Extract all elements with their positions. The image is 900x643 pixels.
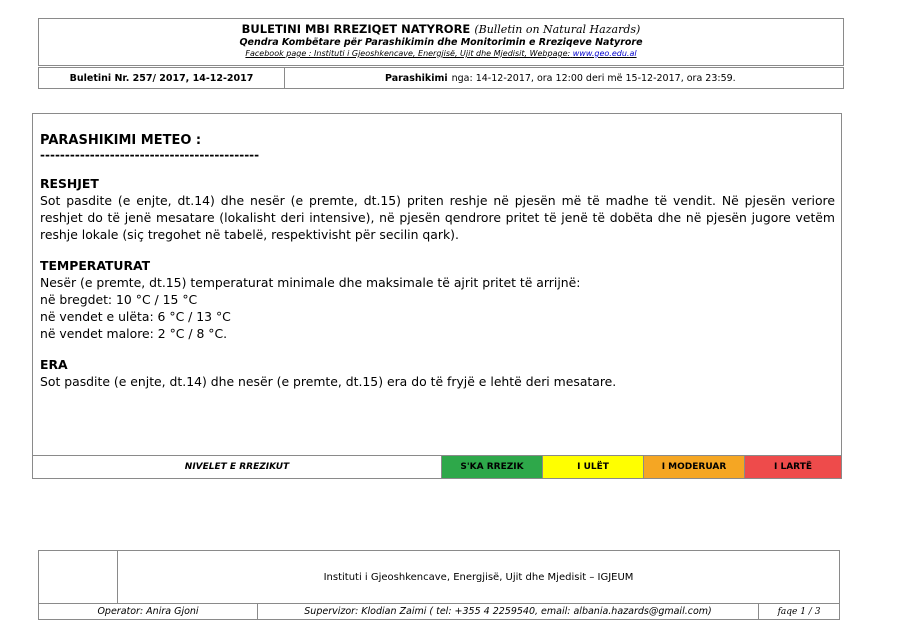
footer-bar [38,603,840,620]
operator: Operator: Anira Gjoni [39,604,258,619]
section-wind [40,356,835,390]
forecast-period [285,68,843,88]
section-temperatures [40,257,835,342]
temp-mountains: në vendet malore: 2 °C / 8 °C. [40,326,228,341]
supervisor-contact: Supervizor: Klodian Zaimi ( tel: +355 4 2259540, email: albania.hazards@gmail.com) [258,604,759,619]
institute-name: Instituti i Gjeoshkencave, Energjisë, Ujit dhe Mjedisit – IGJEUM [323,571,634,583]
bulletin-title-en: (Bulletin on Natural Hazards) [474,23,641,36]
forecast-label: Parashikimi [385,72,448,84]
section-text: Sot pasdite (e enjte, dt.14) dhe nesër (e premte, dt.15) priten reshje në pjesën më të madhe të vendit. Në pjesën veriore reshjet do të jenë mesatare (lokalisht deri intensive), në pjesën qendrore pritet të jenë të dobëta dhe në pjesën jugore vetëm reshje lokale (siç tregohet në tabelë, respektivisht për secilin qark). [40,193,835,242]
temp-coast: në bregdet: 10 °C / 15 °C [40,292,198,307]
webpage-link[interactable]: www.geo.edu.al [572,49,637,58]
center-name: Qendra Kombëtare për Parashikimin dhe Monitorimin e Rreziqeve Natyrore [239,37,643,48]
bulletin-title: BULETINI MBI RREZIQET NATYRORE (Bulletin on Natural Hazards) [241,22,641,36]
info-bar [38,67,844,89]
bulletin-header [38,18,844,66]
forecast-title: PARASHIKIMI METEO : [40,133,202,148]
facebook-line: Facebook page : Instituti i Gjeoshkencave, Energjisë, Ujit dhe Mjedisit, Webpage: www.geo.edu.al [245,49,637,58]
section-text: Sot pasdite (e enjte, dt.14) dhe nesër (e premte, dt.15) era do të fryjë e lehtë deri mesatare. [40,374,617,389]
footer-logo-cell [39,551,118,603]
section-heading: RESHJET [40,176,99,191]
section-text: Nesër (e premte, dt.15) temperaturat minimale dhe maksimale të ajrit pritet të arrijnë: [40,275,581,290]
section-heading: TEMPERATURAT [40,258,151,273]
title-underline: -------------------------------------------- [40,148,260,162]
risk-levels-legend [33,455,841,478]
risk-level-high: I LARTË [745,456,841,478]
forecast-panel [32,113,842,479]
risk-level-none: S'KA RREZIK [442,456,543,478]
section-heading: ERA [40,357,68,372]
page-number: faqe 1 / 3 [777,606,821,617]
section-precipitation [40,175,835,243]
temp-lowlands: në vendet e ulëta: 6 °C / 13 °C [40,309,231,324]
risk-levels-label: NIVELET E RREZIKUT [33,456,442,478]
bulletin-number: Buletini Nr. 257/ 2017, 14-12-2017 [39,68,285,88]
risk-level-low: I ULËT [543,456,644,478]
forecast-range: nga: 14-12-2017, ora 12:00 deri më 15-12-2017, ora 23:59. [451,72,736,84]
risk-level-moderate: I MODERUAR [644,456,745,478]
footer [38,550,840,604]
